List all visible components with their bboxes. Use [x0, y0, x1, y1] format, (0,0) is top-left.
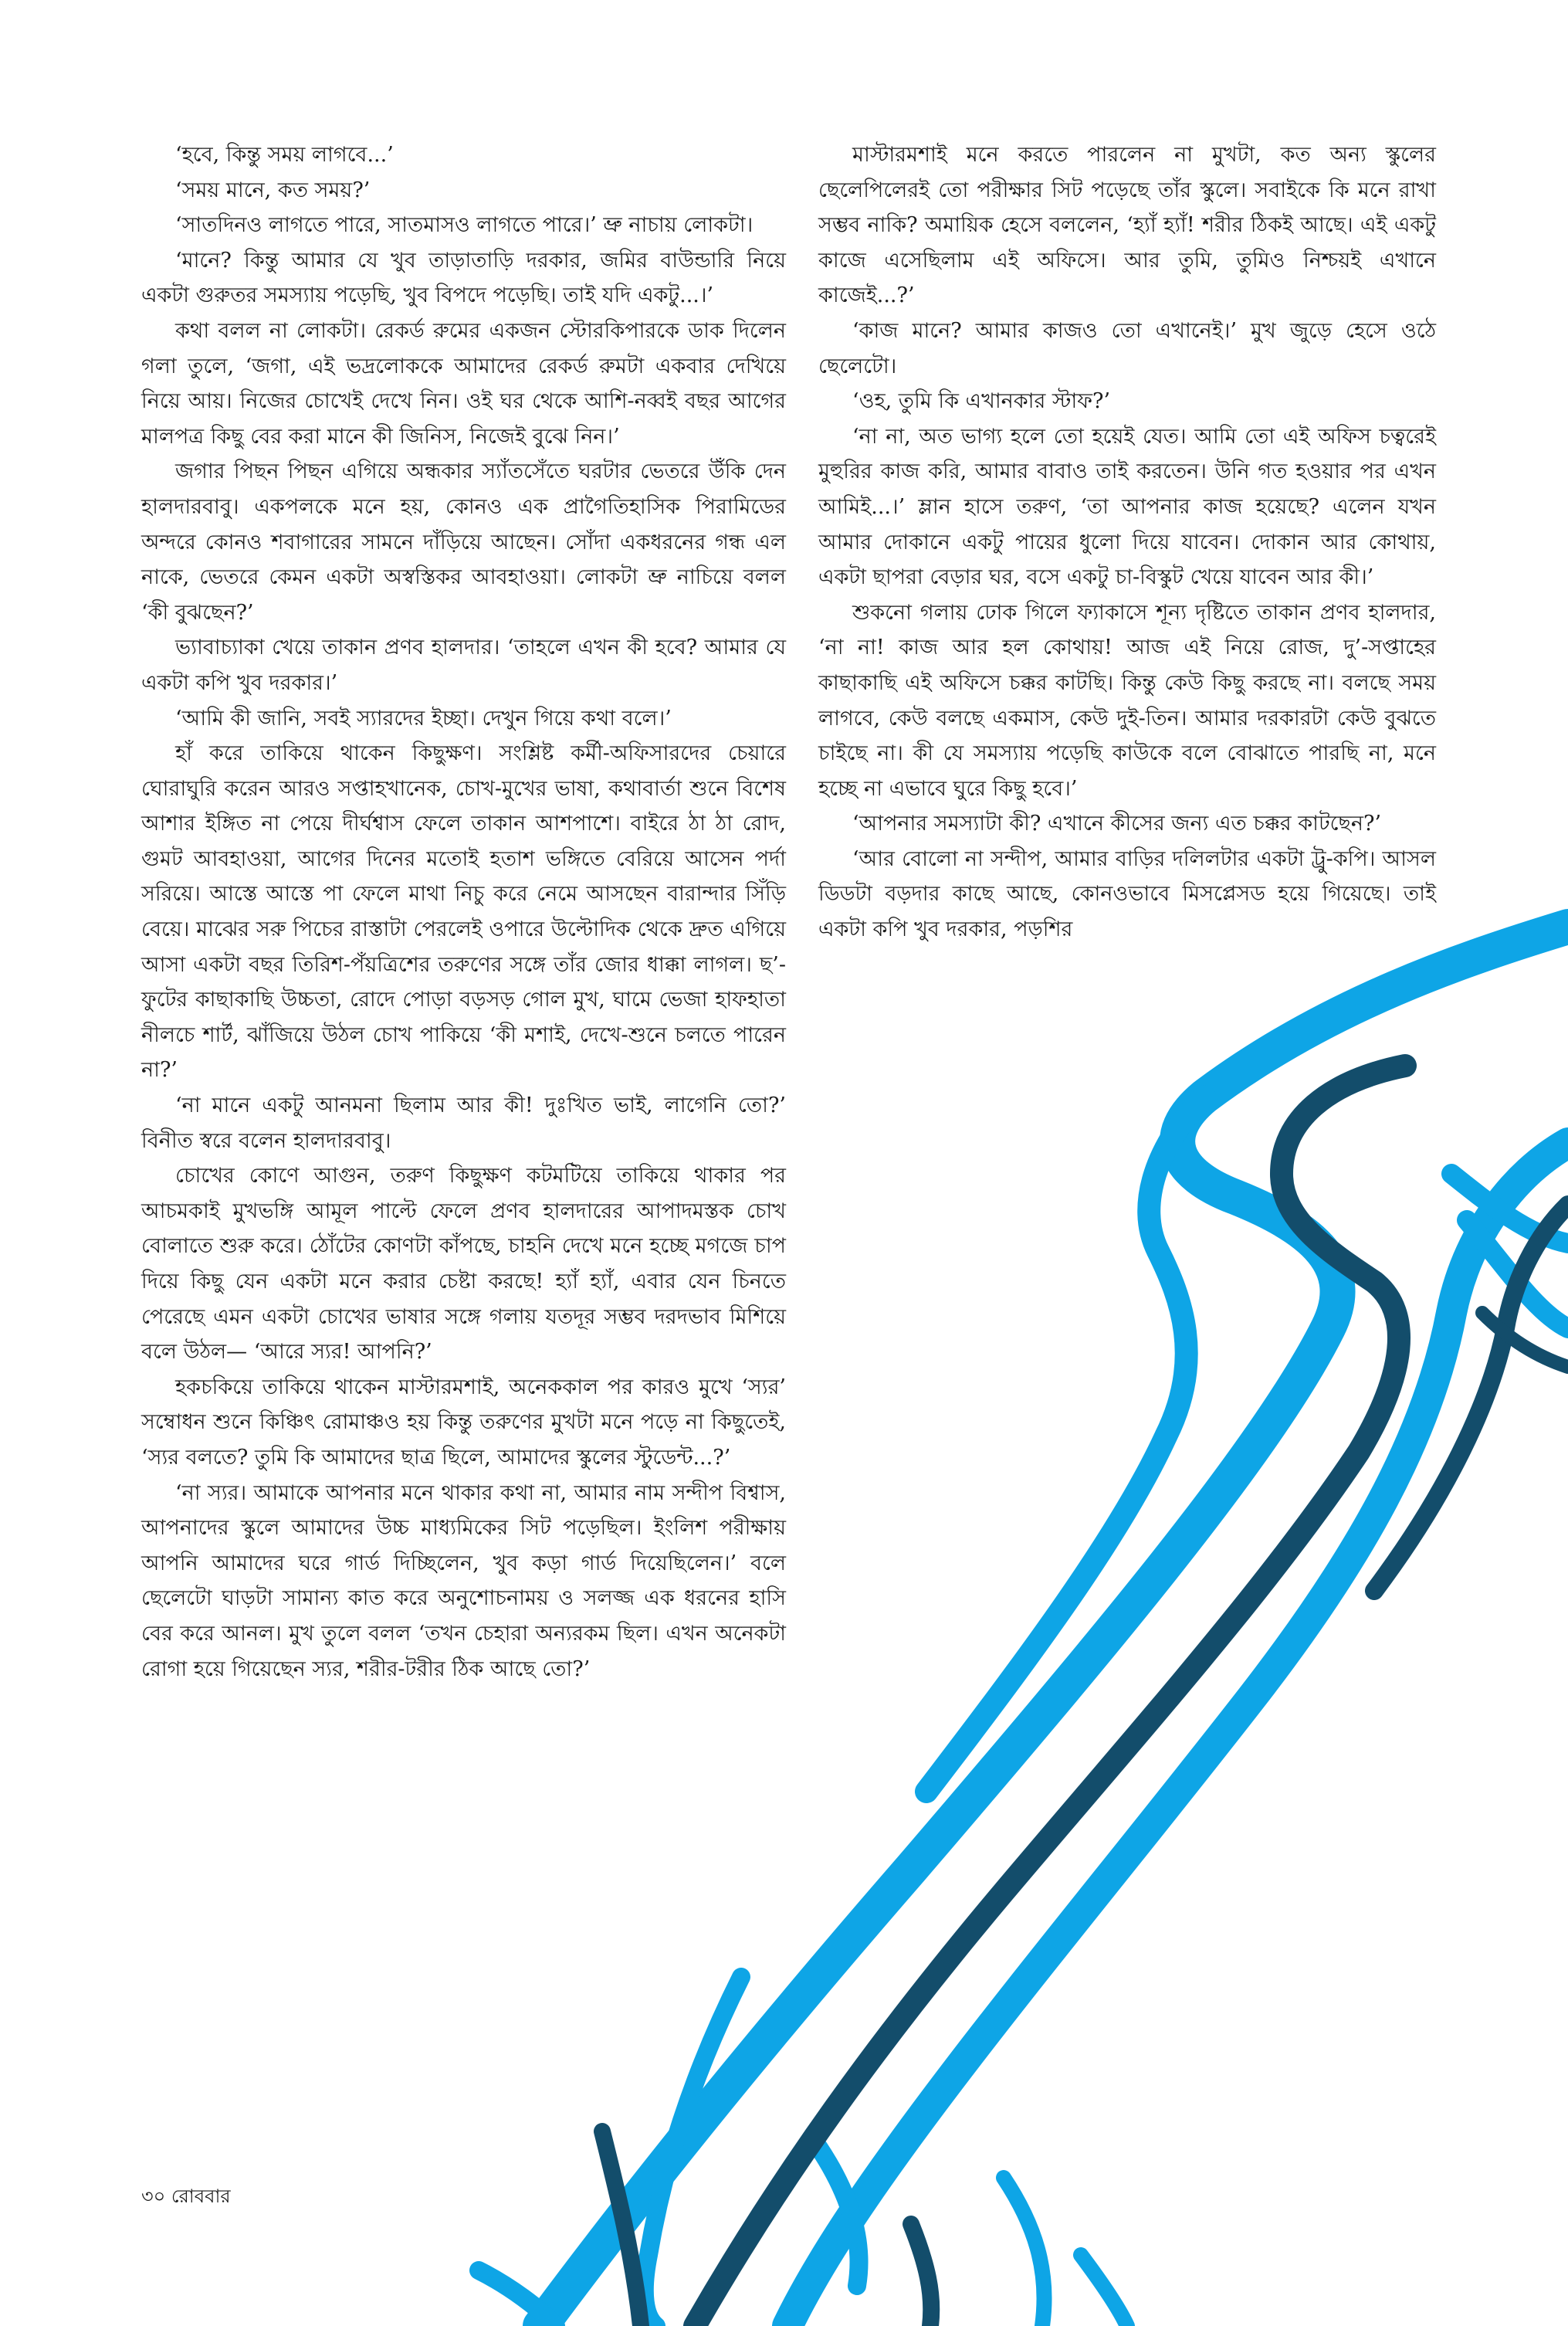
- paragraph: ‘কাজ মানে? আমার কাজও তো এখানেই।’ মুখ জুড়ে হেসে ওঠে ছেলেটো।: [818, 318, 1436, 378]
- paragraph: ‘না স্যর। আমাকে আপনার মনে থাকার কথা না, আমার নাম সন্দীপ বিশ্বাস, আপনাদের স্কুলে আমাদের উচ্চ মাধ্যমিকের সিট পড়েছিল। ইংলিশ পরীক্ষায় আপনি আমাদের ঘরে গার্ড দিচ্ছিলেন, খুব কড়া গার্ড দিয়েছিলেন।’ বলে ছেলেটো ঘাড়টা সামান্য কাত করে অনুশোচনাময় ও সলজ্জ এক ধরনের হাসি বের করে আনল। মুখ তুলে বলল ‘তখন চেহারা অন্যরকম ছিল। এখন অনেকটা রোগা হয়ে গিয়েছেন স্যর, শরীর-টরীর ঠিক আছে তো?’: [141, 1480, 786, 1681]
- paragraph: ‘ওহ, তুমি কি এখানকার স্টাফ?’: [852, 389, 1111, 414]
- paragraph: ‘আপনার সমস্যাটা কী? এখানে কীসের জন্য এত চক্কর কাটছেন?’: [852, 812, 1382, 836]
- paragraph: ‘না মানে একটু আনমনা ছিলাম আর কী! দুঃখিত ভাই, লাগেনি তো?’ বিনীত স্বরে বলেন হালদারবাবু।: [141, 1093, 786, 1153]
- paragraph: কথা বলল না লোকটা। রেকর্ড রুমের একজন স্টোরকিপারকে ডাক দিলেন গলা তুলে, ‘জগা, এই ভদ্রলোককে আমাদের রেকর্ড রুমটা একবার দেখিয়ে নিয়ে আয়। নিজের চোখেই দেখে নিন। ওই ঘর থেকে আশি-নব্বই বছর আগের মালপত্র কিছু বের করা মানে কী জিনিস, নিজেই বুঝে নিন।’: [141, 318, 786, 449]
- paragraph: হকচকিয়ে তাকিয়ে থাকেন মাস্টারমশাই, অনেককাল পর কারও মুখে ‘স্যর’ সম্বোধন শুনে কিঞ্চিৎ রোমাঞ্চও হয় কিন্তু তরুণের মুখটা মনে পড়ে না কিছুতেই, ‘স্যর বলতে? তুমি কি আমাদের ছাত্র ছিলে, আমাদের স্কুলের স্টুডেন্ট...?’: [141, 1375, 786, 1470]
- brush-stroke-light-6: [1004, 2178, 1127, 2326]
- paragraph: হাঁ করে তাকিয়ে থাকেন কিছুক্ষণ। সংশ্লিষ্ট কর্মী-অফিসারদের চেয়ারে ঘোরাঘুরি করেন আরও সপ্তাহখানেক, চোখ-মুখের ভাষা, কথাবার্তা শুনে বিশেষ আশার ইঙ্গিত না পেয়ে দীর্ঘশ্বাস ফেলে তাকান আশপাশে। বাইরে ঠা ঠা রোদ, গুমট আবহাওয়া, আগের দিনের মতোই হতাশ ভঙ্গিতে বেরিয়ে আসেন পর্দা সরিয়ে। আস্তে আস্তে পা ফেলে মাথা নিচু করে নেমে আসছেন বারান্দার সিঁড়ি বেয়ে। মাঝের সরু পিচের রাস্তাটা পেরলেই ওপারে উল্টোদিক থেকে দ্রুত এগিয়ে আসা একটা বছর তিরিশ-পঁয়ত্রিশের তরুণের সঙ্গে তাঁর জোর ধাক্কা লাগল। ছ’-ফুটের কাছাকাছি উচ্চতা, রোদে পোড়া বড়সড় গোল মুখ, ঘামে ভেজা হাফহাতা নীলচে শার্ট, ঝাঁজিয়ে উঠল চোখ পাকিয়ে ‘কী মশাই, দেখে-শুনে চলতে পারেন না?’: [141, 741, 786, 1083]
- paragraph: চোখের কোণে আগুন, তরুণ কিছুক্ষণ কটমটিয়ে তাকিয়ে থাকার পর আচমকাই মুখভঙ্গি আমূল পাল্টে ফেলে প্রণব হালদারের আপাদমস্তক চোখ বোলাতে শুরু করে। ঠোঁটের কোণটা কাঁপছে, চাহনি দেখে মনে হচ্ছে মগজে চাপ দিয়ে কিছু যেন একটা মনে করার চেষ্টা করছে! হ্যাঁ হ্যাঁ, এবার যেন চিনতে পেরেছে এমন একটা চোখের ভাষার সঙ্গে গলায় যতদূর সম্ভব দরদভাব মিশিয়ে বলে উঠল— ‘আরে স্যর! আপনি?’: [141, 1164, 786, 1365]
- text-column-left: [141, 137, 786, 1687]
- paragraph: মাস্টারমশাই মনে করতে পারলেন না মুখটা, কত অন্য স্কুলের ছেলেপিলেরই তো পরীক্ষার সিট পড়েছে তাঁর স্কুলে। সবাইকে কি মনে রাখা সম্ভব নাকি? অমায়িক হেসে বললেন, ‘হ্যাঁ হ্যাঁ! শরীর ঠিকই আছে। এই একটু কাজে এসেছিলাম এই অফিসে। আর তুমি, তুমিও নিশ্চয়ই এখানে কাজেই...?’: [818, 143, 1436, 308]
- paragraph: ‘আমি কী জানি, সবই স্যারদের ইচ্ছা। দেখুন গিয়ে কথা বলে।’: [175, 706, 672, 731]
- paragraph: ‘হবে, কিন্তু সময় লাগবে...’: [175, 143, 394, 167]
- paragraph: ‘আর বোলো না সন্দীপ, আমার বাড়ির দলিলটার একটা ট্রু-কপি। আসল ডিডটা বড়দার কাছে আছে, কোনওভাবে মিসপ্লেসড হয়ে গিয়েছে। তাই একটা কপি খুব দরকার, পড়শির: [818, 846, 1436, 942]
- page-folio: ৩০ রোববার: [141, 2185, 231, 2207]
- paragraph: ‘মানে? কিন্তু আমার যে খুব তাড়াতাড়ি দরকার, জমির বাউন্ডারি নিয়ে একটা গুরুতর সমস্যায় পড়েছি, খুব বিপদে পড়েছি। তাই যদি একটু...।’: [141, 248, 786, 308]
- text-column-right: [818, 137, 1436, 948]
- paragraph: জগার পিছন পিছন এগিয়ে অন্ধকার স্যাঁতসেঁতে ঘরটার ভেতরে উঁকি দেন হালদারবাবু। একপলকে মনে হয়, কোনও এক প্রাগৈতিহাসিক পিরামিডের অন্দরে কোনও শবাগারের সামনে দাঁড়িয়ে আছেন। সোঁদা একধরনের গন্ধ এল নাকে, ভেতরে কেমন একটা অস্বস্তিকর আবহাওয়া। লোকটা ভ্রু নাচিয়ে বলল ‘কী বুঝছেন?’: [141, 459, 786, 625]
- paragraph: ভ্যাবাচ্যাকা খেয়ে তাকান প্রণব হালদার। ‘তাহলে এখন কী হবে? আমার যে একটা কপি খুব দরকার।’: [141, 636, 786, 695]
- paragraph: ‘না না, অত ভাগ্য হলে তো হয়েই যেত। আমি তো এই অফিস চত্বরেই মুহুরির কাজ করি, আমার বাবাও তাই করতেন। উনি গত হওয়ার পর এখন আমিই...।’ ম্লান হাসে তরুণ, ‘তা আপনার কাজ হয়েছে? এলেন যখন আমার দোকানে একটু পায়ের ধুলো দিয়ে যাবেন। দোকান আর কোথায়, একটা ছাপরা বেড়ার ঘর, বসে একটু চা-বিস্কুট খেয়ে যাবেন আর কী।’: [818, 424, 1437, 590]
- paragraph: শুকনো গলায় ঢোক গিলে ফ্যাকাসে শূন্য দৃষ্টিতে তাকান প্রণব হালদার, ‘না না! কাজ আর হল কোথায়! আজ এই নিয়ে রোজ, দু’-সপ্তাহের কাছাকাছি এই অফিসে চক্কর কাটছি। কিন্তু কেউ কিছু করছে না। বলছে সময় লাগবে, কেউ বলছে একমাস, কেউ দুই-তিন। আমার দরকারটা কেউ বুঝতে চাইছে না। কী যে সমস্যায় পড়েছি কাউকে বলে বোঝাতে পারছি না, মনে হচ্ছে না এভাবে ঘুরে কিছু হবে।’: [818, 600, 1436, 801]
- paragraph: ‘সময় মানে, কত সময়?’: [175, 178, 371, 202]
- paragraph: ‘সাতদিনও লাগতে পারে, সাতমাসও লাগতে পারে।’ ভ্রু নাচায় লোকটা।: [175, 213, 754, 238]
